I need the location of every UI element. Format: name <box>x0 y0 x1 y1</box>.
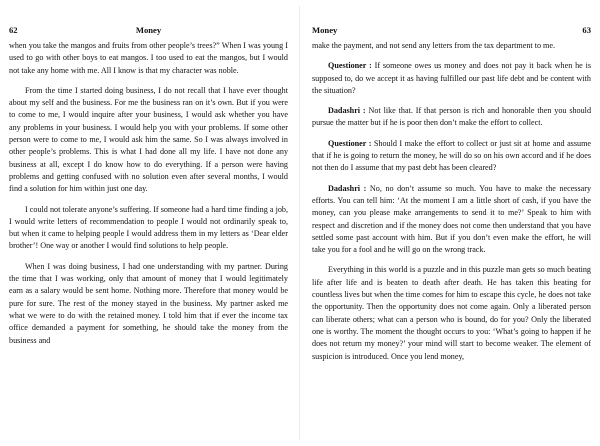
dialogue-text: No, no don’t assume so much. You have to make the necessary efforts. You can tell him: ‘At the moment I am a little short of cash, if you have the money, can you please make arrangements to send it to me?’ Speak to him with respect and discretion and if the money does not come then understand that you have settled some past account with him. But if you don’t even make the effort, he will take you for a fool and he will go on the wrong track. <box>312 183 591 255</box>
speaker-label: Questioner : <box>328 61 372 71</box>
dialogue-text: Not like that. If that person is rich and honorable then you should pursue the matter but if he is poor then don’t make the effort to collect. <box>312 106 591 128</box>
dialogue-paragraph <box>312 60 591 97</box>
speaker-label: Questioner : <box>328 138 372 148</box>
dialogue-paragraph <box>312 183 591 257</box>
paragraph: Everything in this world is a puzzle and in this puzzle man gets so much beating life after life and is beaten to death after death. He has taken this beating for countless lives but when the time comes for him to escape this cycle, he does not take the opportunity. Then the opportunity does not come again. Only a liberated person can liberate others; what can a person who is bound, do for you? Only the liberated one is worthy. The moment the thought occurs to you: ‘What’s going to happen if he does not return my money?’ your mind will start to become weaker. The element of suspicion is introduced. Once you lend money, <box>312 265 591 361</box>
dialogue-text: Should I make the effort to collect or just sit at home and assume that if he is going to return the money, he will do so on his own accord and if he does not then do I assume that my past debt has been cleared? <box>312 138 591 173</box>
dialogue-text: If someone owes us money and does not pay it back when he is supposed to, do we accept it as having fulfilled our past life debt and be content with the situation? <box>312 61 591 95</box>
dialogue-paragraph <box>312 105 591 130</box>
right-page-number: 63 <box>582 25 591 35</box>
dialogue-paragraph <box>312 138 591 175</box>
speaker-label: Dadashri : <box>328 183 367 193</box>
speaker-label: Dadashri : <box>328 106 366 116</box>
paragraph: I could not tolerate anyone’s suffering. If someone had a hard time finding a job, I would write letters of recommendation to people I would not ordinarily speak to, but when it came to helping people I would address them in my letters as ‘Dear elder brother’! One way or another I would find solutions to help people. <box>9 204 288 251</box>
right-page <box>312 0 591 446</box>
right-page-header <box>312 23 591 37</box>
left-page-number: 62 <box>9 25 18 35</box>
paragraph: When I was doing business, I had one understanding with my partner. During the time that I was working, only that amount of money that I would legitimately earn as a salary would be sent home. Nothing more. Therefore that money would be pure for sure. The rest of the money stayed in the business. My partner asked me what we were to do with the retained money. I told him that if ever the income tax office demanded a payment for something, he should take the money from the business and <box>9 261 288 345</box>
right-page-body <box>312 40 591 363</box>
left-page <box>9 0 288 446</box>
left-page-body <box>9 40 288 347</box>
paragraph: when you take the mangos and fruits from other people’s trees?” When I was young I used to go with other boys to eat mangos. I too used to eat the mangos, but I would not take any home with me. All I know is that my character was noble. <box>9 41 288 75</box>
paragraph: From the time I started doing business, I do not recall that I have ever thought about my self and the business. For me the business ran on it’s own. But if you were to come to me, I would inquire after your business, I would ask whether you have any problems in your business. I would help you with your problems. If some other person were to come to me, I would ask him the same. So I was always involved in other people’s problems. This is what I had done all my life. I have not done any business at all, except I do know how to do everything. If a person were having problems and getting confused with no solution even after several months, I would find a solution for him within just one day. <box>9 85 288 194</box>
left-page-header <box>9 23 288 37</box>
paragraph: make the payment, and not send any letters from the tax department to me. <box>312 41 555 50</box>
left-running-head: Money <box>135 25 162 35</box>
right-running-head: Money <box>312 25 338 35</box>
gutter-divider <box>299 6 300 440</box>
